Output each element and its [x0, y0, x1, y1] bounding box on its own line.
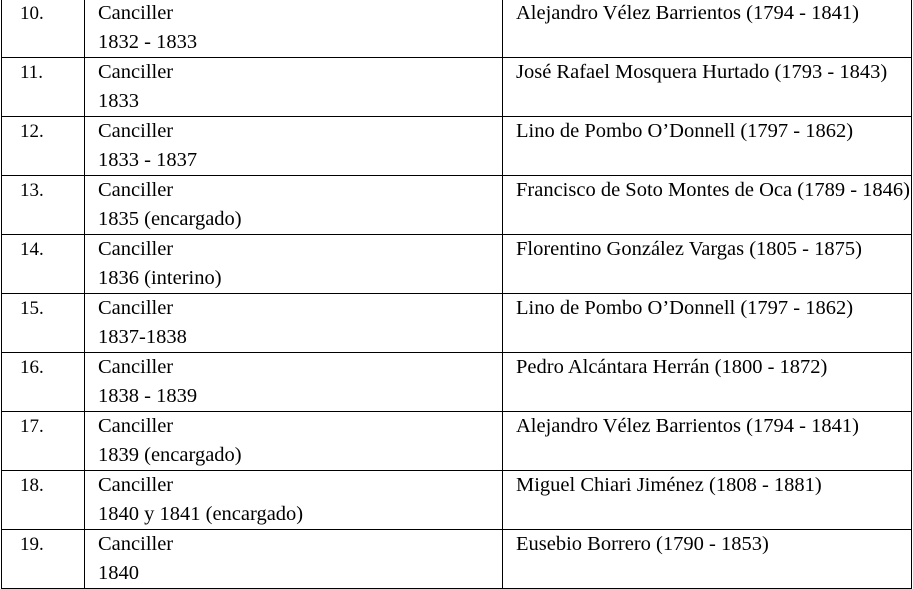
person-cell [503, 0, 912, 58]
row-number-cell [2, 0, 85, 58]
person-name: Francisco de Soto Montes de Oca (1789 - 1846) [516, 179, 910, 201]
person-name: Florentino González Vargas (1805 - 1875) [516, 238, 862, 260]
row-number-cell [2, 471, 85, 530]
role-title: Canciller [98, 415, 174, 437]
role-period-cell [85, 58, 503, 117]
table-row [2, 353, 912, 412]
person-name: Lino de Pombo O’Donnell (1797 - 1862) [516, 297, 854, 319]
role-title: Canciller [98, 2, 174, 24]
term-period: 1840 y 1841 (encargado) [98, 503, 304, 525]
role-period-cell [85, 294, 503, 353]
person-name: Eusebio Borrero (1790 - 1853) [516, 533, 769, 555]
row-number: 19. [20, 534, 44, 555]
person-cell [503, 530, 912, 589]
row-number-cell [2, 235, 85, 294]
role-period-cell [85, 176, 503, 235]
table-row [2, 58, 912, 117]
term-period: 1832 - 1833 [98, 31, 198, 53]
person-name: Alejandro Vélez Barrientos (1794 - 1841) [516, 2, 859, 24]
row-number-cell [2, 294, 85, 353]
person-cell [503, 294, 912, 353]
term-period: 1833 [98, 90, 139, 112]
chancellors-table [1, 0, 912, 589]
row-number: 18. [20, 475, 44, 496]
person-cell [503, 176, 912, 235]
person-cell [503, 117, 912, 176]
role-title: Canciller [98, 238, 174, 260]
term-period: 1837-1838 [98, 326, 187, 348]
row-number-cell [2, 176, 85, 235]
row-number: 12. [20, 121, 44, 142]
role-period-cell [85, 471, 503, 530]
term-period: 1835 (encargado) [98, 208, 242, 230]
row-number: 17. [20, 416, 44, 437]
person-name: Lino de Pombo O’Donnell (1797 - 1862) [516, 120, 854, 142]
row-number-cell [2, 353, 85, 412]
table-row [2, 235, 912, 294]
table-row [2, 471, 912, 530]
role-period-cell [85, 412, 503, 471]
person-cell [503, 235, 912, 294]
role-title: Canciller [98, 474, 174, 496]
row-number: 10. [20, 3, 44, 24]
row-number-cell [2, 117, 85, 176]
table-row [2, 176, 912, 235]
table-row [2, 412, 912, 471]
role-period-cell [85, 530, 503, 589]
person-cell [503, 353, 912, 412]
person-name: José Rafael Mosquera Hurtado (1793 - 1843) [516, 61, 888, 83]
role-period-cell [85, 353, 503, 412]
role-period-cell [85, 235, 503, 294]
person-cell [503, 471, 912, 530]
term-period: 1840 [98, 562, 139, 584]
role-period-cell [85, 117, 503, 176]
person-name: Alejandro Vélez Barrientos (1794 - 1841) [516, 415, 859, 437]
row-number: 14. [20, 239, 44, 260]
row-number-cell [2, 530, 85, 589]
table-row [2, 0, 912, 58]
person-cell [503, 412, 912, 471]
role-period-cell [85, 0, 503, 58]
term-period: 1836 (interino) [98, 267, 222, 289]
term-period: 1838 - 1839 [98, 385, 198, 407]
role-title: Canciller [98, 533, 174, 555]
term-period: 1839 (encargado) [98, 444, 242, 466]
row-number-cell [2, 412, 85, 471]
person-cell [503, 58, 912, 117]
role-title: Canciller [98, 356, 174, 378]
row-number: 16. [20, 357, 44, 378]
person-name: Pedro Alcántara Herrán (1800 - 1872) [516, 356, 828, 378]
role-title: Canciller [98, 179, 174, 201]
person-name: Miguel Chiari Jiménez (1808 - 1881) [516, 474, 822, 496]
table-row [2, 294, 912, 353]
table-row [2, 530, 912, 589]
row-number-cell [2, 58, 85, 117]
role-title: Canciller [98, 120, 174, 142]
table-row [2, 117, 912, 176]
role-title: Canciller [98, 61, 174, 83]
row-number: 13. [20, 180, 44, 201]
term-period: 1833 - 1837 [98, 149, 198, 171]
role-title: Canciller [98, 297, 174, 319]
row-number: 11. [20, 62, 44, 83]
row-number: 15. [20, 298, 44, 319]
